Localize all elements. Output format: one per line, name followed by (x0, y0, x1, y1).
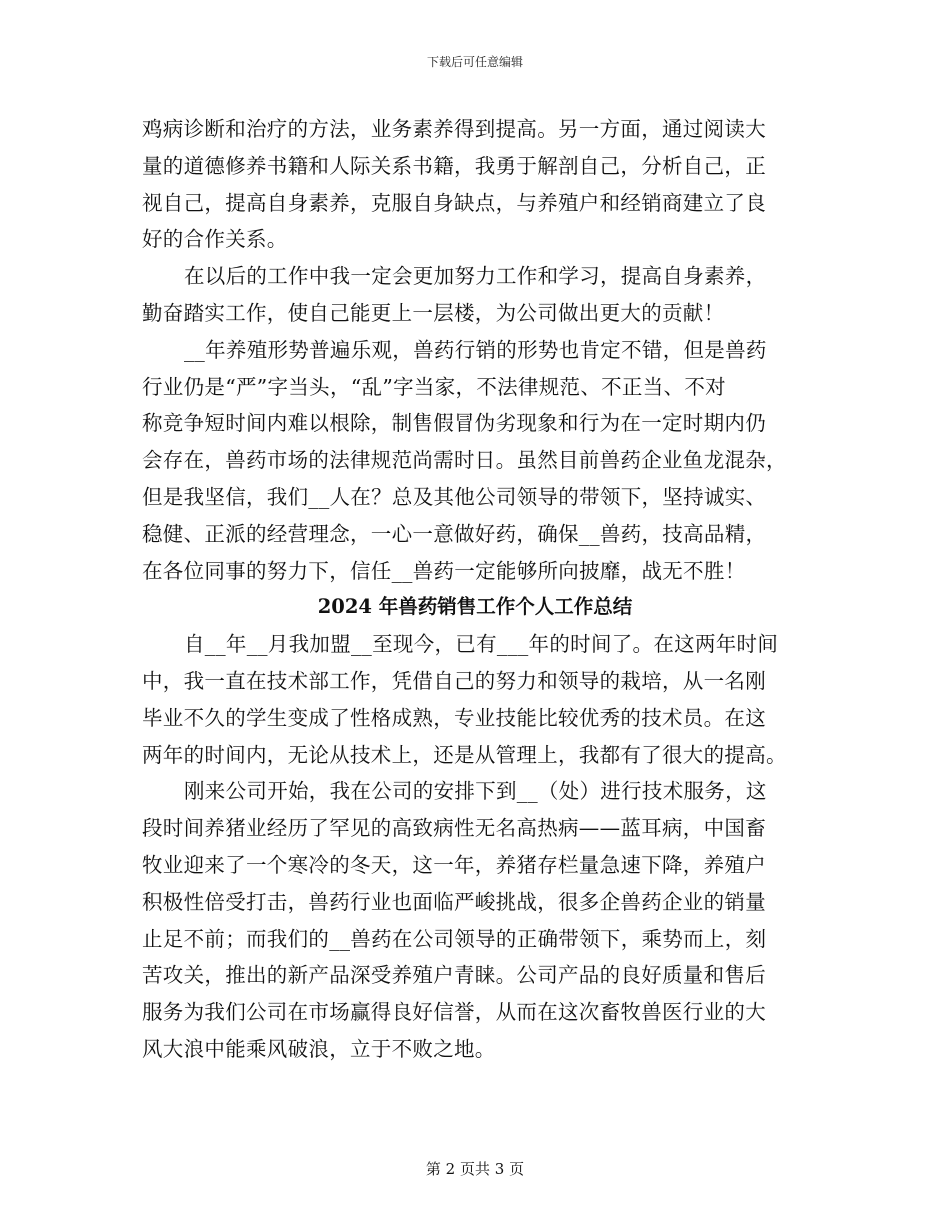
text-line: 稳健、正派的经营理念，一心一意做好药，确保__兽药，技高品精， (142, 521, 767, 546)
text-line: 段时间养猪业经历了罕见的高致病性无名高热病——蓝耳病，中国畜 (142, 816, 766, 841)
text-line: 止足不前；而我们的__兽药在公司领导的正确带领下，乘势而上，刻 (142, 926, 767, 951)
text-line: 积极性倍受打击，兽药行业也面临严峻挑战，很多企兽药企业的销量 (142, 889, 766, 914)
text-line: 服务为我们公司在市场赢得良好信誉，从而在这次畜牧兽医行业的大 (142, 1000, 766, 1025)
text-line: 自__年__月我加盟__至现今，已有___年的时间了。在这两年时间 (184, 632, 779, 657)
text-line: 风大浪中能乘风破浪，立于不败之地。 (142, 1036, 496, 1061)
text-line: 量的道德修养书籍和人际关系书籍，我勇于解剖自己，分析自己，正 (142, 153, 766, 178)
text-line: 苦攻关，推出的新产品深受养殖户青睐。公司产品的良好质量和售后 (142, 963, 766, 988)
section-title: 2024 年兽药销售工作个人工作总结 (317, 595, 633, 619)
text-line: 在各位同事的努力下，信任__兽药一定能够所向披靡，战无不胜！ (142, 558, 746, 583)
document-body (142, 111, 808, 1068)
text-line: 视自己，提高自身素养，克服自身缺点，与养殖户和经销商建立了良 (142, 190, 766, 215)
text-line: __年养殖形势普遍乐观，兽药行销的形势也肯定不错，但是兽药 (184, 337, 767, 362)
text-line: 勤奋踏实工作，使自己能更上一层楼，为公司做出更大的贡献！ (142, 300, 725, 325)
text-line: 会存在，兽药市场的法律规范尚需时日。虽然目前兽药企业鱼龙混杂， (142, 448, 787, 473)
text-line: 称竞争短时间内难以根除，制售假冒伪劣现象和行为在一定时期内仍 (142, 411, 766, 436)
text-line: 中，我一直在技术部工作，凭借自己的努力和领导的栽培，从一名刚 (142, 668, 766, 693)
text-line: 刚来公司开始，我在公司的安排下到__（处）进行技术服务，这 (184, 779, 767, 804)
text-line: 两年的时间内，无论从技术上，还是从管理上，我都有了很大的提高。 (142, 742, 787, 767)
text-line: 牧业迎来了一个寒冷的冬天，这一年，养猪存栏量急速下降，养殖户 (142, 852, 766, 877)
text-line: 在以后的工作中我一定会更加努力工作和学习，提高自身素养， (184, 264, 767, 289)
text-line: 行业仍是“严”字当头，“乱”字当家，不法律规范、不正当、不对 (142, 374, 726, 399)
page-footer: 第 2 页共 3 页 (425, 1160, 525, 1178)
text-line: 毕业不久的学生变成了性格成熟，专业技能比较优秀的技术员。在这 (142, 705, 766, 730)
text-line: 鸡病诊断和治疗的方法，业务素养得到提高。另一方面，通过阅读大 (142, 117, 766, 141)
page-header: 下载后可任意编辑 (426, 55, 523, 69)
text-line: 但是我坚信，我们__人在？总及其他公司领导的带领下，坚持诚实、 (142, 484, 767, 509)
text-line: 好的合作关系。 (142, 227, 288, 252)
